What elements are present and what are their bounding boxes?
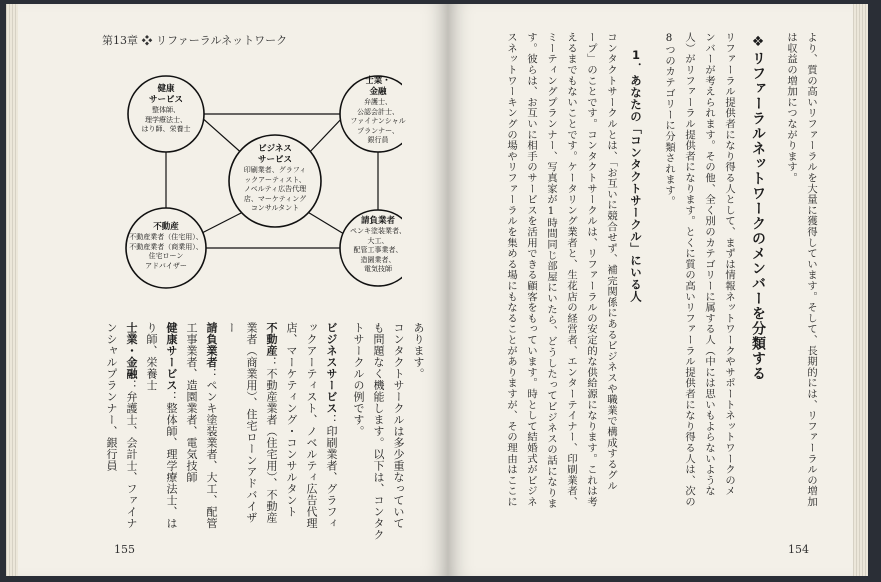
node-health-services: [128, 84, 204, 135]
book-spread: [18, 4, 868, 580]
text-column: [121, 322, 142, 529]
term-desc: ：弁護士、会計士、ファイナ: [125, 379, 138, 529]
text-column: は収益の増加につながります。: [785, 32, 797, 184]
text-column: 工事業者、造園業者、電気技師: [185, 322, 198, 483]
text-column: 業者（商業用）、住宅ローンアドバイザ: [245, 322, 258, 524]
term-label: ビジネスサービス: [325, 322, 338, 414]
node-contractors: [336, 216, 420, 275]
node-body: 不動産業者（住宅用）、 不動産業者（商業用）、 住宅ローン アドバイザー: [129, 233, 203, 270]
node-body: 印刷業者、グラフィ ックアーティスト、 ノベルティ広告代理 店、マーケティング コンサルタント: [243, 166, 307, 212]
text-column: リファーラル提供者になり得る人として、まずは情報ネットワークやサポートネットワークのメ: [723, 32, 735, 497]
text-column: コンタクトサークルは多少重なっていて: [392, 322, 405, 529]
text-column: [201, 322, 222, 529]
page-number: 154: [788, 543, 809, 556]
page-edges-right: [853, 4, 868, 576]
node-body: 整体師、 理学療法士、 はり師、栄養士: [141, 106, 191, 133]
text-column: あります。: [412, 322, 425, 380]
node-title: ビジネス サービス: [257, 144, 292, 165]
text-column: [161, 322, 182, 529]
right-page: [448, 4, 853, 576]
section-heading: ❖リファーラルネットワークのメンバーを分類する: [750, 34, 766, 381]
term-label: 請負業者: [205, 322, 218, 368]
term-label: 士業・金融: [125, 322, 138, 380]
node-body: 弁護士、 公認会計士、 ファイナンシャル プランナー、 銀行員: [350, 98, 406, 144]
term-desc: ：不動産業者（住宅用）、不動産: [265, 356, 278, 524]
text-column: [321, 322, 342, 529]
text-column: トサークルの例です。: [352, 322, 365, 437]
page-edges-left: [6, 4, 18, 576]
text-column: 店、マーケティング・コンサルタント: [285, 322, 298, 518]
text-column: スネットワーキングの場やリファーラルを集める場にもなることがありますが、その理由はここに: [505, 32, 517, 508]
subsection-heading: 1．あなたの「コンタクトサークル」にいる人: [629, 48, 643, 303]
text-column: 8つのカテゴリーに分類されます。: [663, 32, 675, 207]
node-body: ペンキ塗装業者、 大工、 配管工事業者、 造園業者、 電気技師: [350, 227, 406, 273]
text-column: す。彼らは、お互いに相手のサービスを活用できる顧客をもっています。時として結婚式がビジネ: [525, 32, 537, 508]
node-business-services: [227, 144, 323, 214]
text-column: コンタクトサークルとは、「お互いに競合せず、補完関係にあるビジネスや職業で構成するグル: [605, 32, 617, 492]
text-column: ンシャルプランナー、銀行員: [105, 322, 118, 472]
text-column: 人）がリファーラル提供者になります。とくに質の高いリファーラル提供者になり得る人は、次の: [683, 32, 695, 508]
text-column: ミーティングプランナー、写真家が1時間同じ部屋にいたら、どうしたってビジネスの話になりま: [545, 32, 557, 509]
contact-circle-diagram: [110, 56, 406, 316]
node-title: 士業・ 金融: [365, 76, 391, 97]
node-title: 不動産: [153, 222, 179, 232]
running-head: 第13章 ❖ リファーラルネットワーク: [102, 34, 288, 47]
node-real-estate: [120, 222, 212, 271]
text-column: り師、栄養士: [145, 322, 158, 391]
text-column: ープ」のことです。コンタクトサークルは、リファーラルの安定的な供給源になります。これは考: [585, 32, 597, 508]
term-desc: ：整体師、理学療法士、は: [165, 391, 178, 529]
term-desc: ：ペンキ塗装業者、大工、配管: [205, 368, 218, 529]
text-column: ンバーが考えられます。その他、全く別のカテゴリーに属する人（中には思いもよらないような: [703, 32, 715, 497]
left-page: [18, 4, 448, 576]
text-column: ー: [225, 322, 238, 334]
node-law-finance: [332, 76, 424, 146]
text-column: ックアーティスト、ノベルティ広告代理: [305, 322, 318, 529]
node-title: 健康 サービス: [148, 84, 183, 105]
text-column: も問題なく機能します。以下は、コンタク: [372, 322, 385, 541]
term-label: 健康サービス: [165, 322, 178, 391]
page-number: 155: [114, 543, 135, 556]
term-desc: ：印刷業者、グラフィ: [325, 414, 338, 529]
text-column: より、質の高いリファーラルを大量に獲得しています。そして、長期的には、リファーラルの増加: [805, 32, 817, 508]
text-column: [261, 322, 282, 524]
text-column: えるまでもないことです。ケータリング業者と、生花店の経営者、エンターテイナー、印刷業者、: [565, 32, 577, 508]
term-label: 不動産: [265, 322, 278, 357]
node-title: 請負業者: [360, 216, 395, 226]
